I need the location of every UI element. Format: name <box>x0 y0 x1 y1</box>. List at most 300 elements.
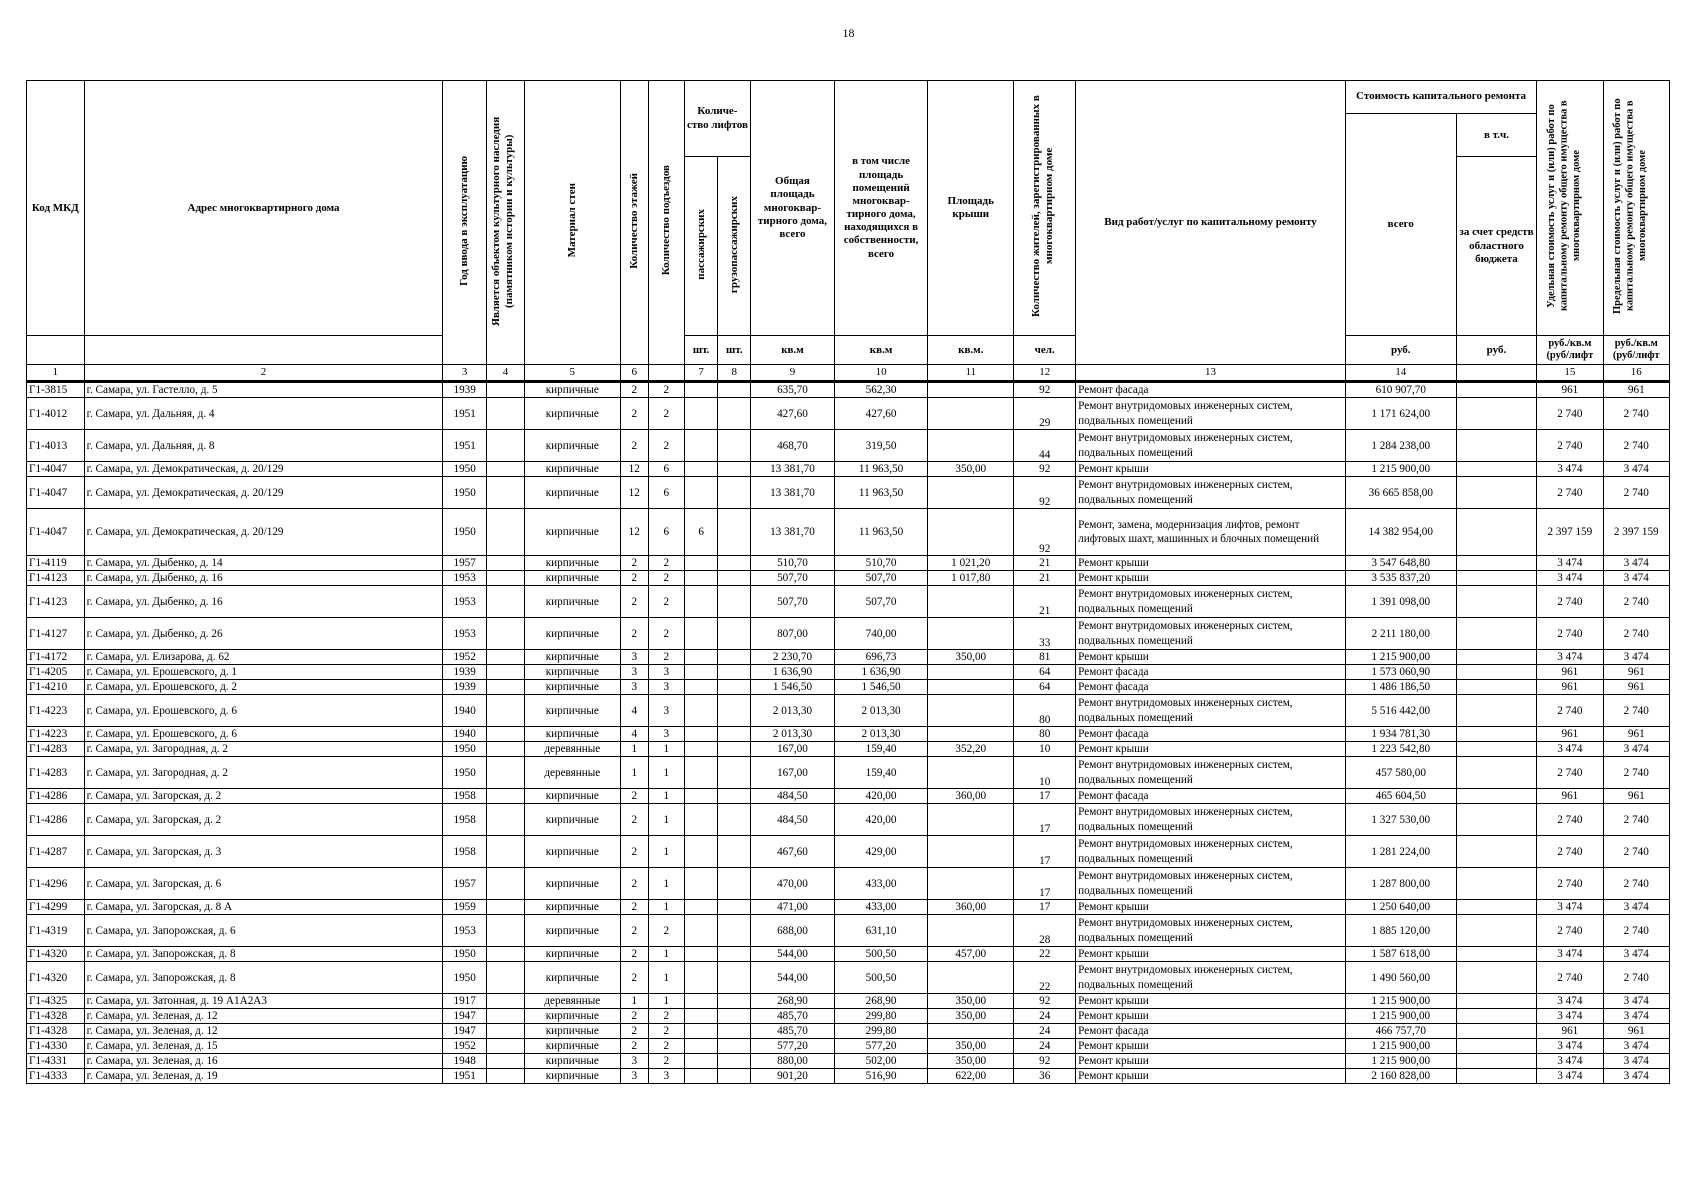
cell-entrances: 1 <box>648 757 684 789</box>
cell-roof <box>928 727 1014 742</box>
cell-year: 1950 <box>443 477 486 509</box>
column-number-cell: 16 <box>1603 365 1669 382</box>
cell-work: Ремонт крыши <box>1076 994 1346 1009</box>
cell-regional <box>1456 900 1536 915</box>
cell-roof <box>928 680 1014 695</box>
cell-regional <box>1456 665 1536 680</box>
cell-roof <box>928 962 1014 994</box>
cell-unit: 2 740 <box>1537 915 1603 947</box>
cell-wall: кирпичные <box>524 947 620 962</box>
cell-total: 577,20 <box>751 1039 835 1054</box>
cell-total: 544,00 <box>751 947 835 962</box>
cell-roof <box>928 586 1014 618</box>
cell-entrances: 1 <box>648 962 684 994</box>
cell-entrances: 2 <box>648 1009 684 1024</box>
cell-max: 2 740 <box>1603 757 1669 789</box>
cell-unit: 3 474 <box>1537 1009 1603 1024</box>
cell-year: 1940 <box>443 695 486 727</box>
cell-cargo <box>718 571 751 586</box>
cell-regional <box>1456 462 1536 477</box>
cell-floors: 12 <box>620 477 648 509</box>
table-row <box>27 509 1670 556</box>
table-row <box>27 915 1670 947</box>
cell-heritage <box>486 1009 524 1024</box>
cell-heritage <box>486 804 524 836</box>
cell-pass: 6 <box>684 509 718 556</box>
cell-unit: 3 474 <box>1537 994 1603 1009</box>
table-row <box>27 462 1670 477</box>
cell-code: Г1-4330 <box>27 1039 85 1054</box>
cell-wall: кирпичные <box>524 586 620 618</box>
header-code: Код МКД <box>27 81 85 336</box>
cell-total: 427,60 <box>751 398 835 430</box>
table-row <box>27 757 1670 789</box>
cell-year: 1953 <box>443 571 486 586</box>
cell-work: Ремонт крыши <box>1076 556 1346 571</box>
cell-owned: 740,00 <box>834 618 928 650</box>
cell-cargo <box>718 477 751 509</box>
cell-entrances: 2 <box>648 556 684 571</box>
cell-regional <box>1456 398 1536 430</box>
cell-cost: 1 287 800,00 <box>1345 868 1456 900</box>
cell-work: Ремонт внутридомовых инженерных систем, подвальных помещений <box>1076 804 1346 836</box>
cell-pass <box>684 947 718 962</box>
cell-floors: 4 <box>620 727 648 742</box>
cell-code: Г1-4127 <box>27 618 85 650</box>
column-number-cell: 9 <box>751 365 835 382</box>
cell-year: 1939 <box>443 382 486 398</box>
table-row <box>27 680 1670 695</box>
cell-work: Ремонт внутридомовых инженерных систем, подвальных помещений <box>1076 868 1346 900</box>
cell-code: Г1-4047 <box>27 462 85 477</box>
cell-max: 3 474 <box>1603 1069 1669 1084</box>
cell-cargo <box>718 665 751 680</box>
cell-wall: деревянные <box>524 757 620 789</box>
cell-roof <box>928 509 1014 556</box>
cell-code: Г1-4205 <box>27 665 85 680</box>
table-row <box>27 789 1670 804</box>
cell-wall: кирпичные <box>524 398 620 430</box>
cell-owned: 507,70 <box>834 586 928 618</box>
cell-heritage <box>486 586 524 618</box>
cell-max: 961 <box>1603 727 1669 742</box>
cell-max: 2 740 <box>1603 477 1669 509</box>
cell-heritage <box>486 742 524 757</box>
cell-address: г. Самара, ул. Загородная, д. 2 <box>84 757 443 789</box>
cell-code: Г1-4283 <box>27 742 85 757</box>
cell-heritage <box>486 680 524 695</box>
cell-wall: кирпичные <box>524 900 620 915</box>
cell-address: г. Самара, ул. Загорская, д. 8 А <box>84 900 443 915</box>
cell-work: Ремонт внутридомовых инженерных систем, подвальных помещений <box>1076 915 1346 947</box>
cell-address: г. Самара, ул. Елизарова, д. 62 <box>84 650 443 665</box>
cell-floors: 2 <box>620 571 648 586</box>
cell-residents: 17 <box>1014 900 1076 915</box>
cell-total: 13 381,70 <box>751 462 835 477</box>
cell-entrances: 1 <box>648 789 684 804</box>
cell-regional <box>1456 618 1536 650</box>
cell-total: 13 381,70 <box>751 477 835 509</box>
column-number-cell: 13 <box>1076 365 1346 382</box>
cell-total: 268,90 <box>751 994 835 1009</box>
cell-year: 1958 <box>443 804 486 836</box>
cell-cargo <box>718 789 751 804</box>
cell-total: 167,00 <box>751 757 835 789</box>
cell-roof <box>928 618 1014 650</box>
cell-residents: 64 <box>1014 680 1076 695</box>
cell-code: Г1-4331 <box>27 1054 85 1069</box>
header-max-cost: Предельная стоимость услуг и (или) работ по капитальному ремонту общего имущества в многоквартирном доме <box>1603 81 1669 336</box>
cell-code: Г1-4320 <box>27 962 85 994</box>
cell-roof <box>928 868 1014 900</box>
cell-unit: 2 740 <box>1537 836 1603 868</box>
cell-year: 1948 <box>443 1054 486 1069</box>
cell-year: 1959 <box>443 900 486 915</box>
cell-owned: 1 546,50 <box>834 680 928 695</box>
cell-owned: 500,50 <box>834 947 928 962</box>
cell-pass <box>684 1069 718 1084</box>
cell-code: Г1-4333 <box>27 1069 85 1084</box>
cell-pass <box>684 1009 718 1024</box>
cell-unit: 3 474 <box>1537 1039 1603 1054</box>
cell-entrances: 3 <box>648 695 684 727</box>
cell-cost: 1 284 238,00 <box>1345 430 1456 462</box>
table-row <box>27 900 1670 915</box>
cell-work: Ремонт крыши <box>1076 650 1346 665</box>
cell-owned: 562,30 <box>834 382 928 398</box>
cell-code: Г1-4047 <box>27 509 85 556</box>
cell-heritage <box>486 571 524 586</box>
cell-year: 1952 <box>443 650 486 665</box>
cell-floors: 2 <box>620 586 648 618</box>
cell-cargo <box>718 509 751 556</box>
cell-total: 470,00 <box>751 868 835 900</box>
cell-residents: 17 <box>1014 868 1076 900</box>
cell-unit: 2 740 <box>1537 618 1603 650</box>
cell-regional <box>1456 727 1536 742</box>
cell-total: 167,00 <box>751 742 835 757</box>
cell-heritage <box>486 382 524 398</box>
cell-cost: 1 215 900,00 <box>1345 650 1456 665</box>
cell-residents: 64 <box>1014 665 1076 680</box>
cell-regional <box>1456 1054 1536 1069</box>
cell-address: г. Самара, ул. Зеленая, д. 12 <box>84 1024 443 1039</box>
capital-repair-table <box>26 80 1670 1084</box>
cell-heritage <box>486 1069 524 1084</box>
column-number-cell: 5 <box>524 365 620 382</box>
cell-code: Г1-4320 <box>27 947 85 962</box>
cell-year: 1953 <box>443 618 486 650</box>
cell-pass <box>684 398 718 430</box>
cell-regional <box>1456 962 1536 994</box>
cell-regional <box>1456 680 1536 695</box>
header-work-type: Вид работ/услуг по капитальному ремонту <box>1076 81 1346 365</box>
cell-wall: кирпичные <box>524 680 620 695</box>
cell-year: 1957 <box>443 868 486 900</box>
cell-roof: 350,00 <box>928 462 1014 477</box>
column-number-row <box>27 365 1670 382</box>
cell-heritage <box>486 556 524 571</box>
unit-max-cost: руб./кв.м (руб/лифт <box>1603 336 1669 365</box>
cell-year: 1951 <box>443 398 486 430</box>
cell-cargo <box>718 1009 751 1024</box>
cell-address: г. Самара, ул. Дыбенко, д. 16 <box>84 571 443 586</box>
table-row <box>27 1039 1670 1054</box>
cell-wall: кирпичные <box>524 1054 620 1069</box>
cell-cargo <box>718 586 751 618</box>
table-row <box>27 868 1670 900</box>
cell-owned: 1 636,90 <box>834 665 928 680</box>
column-number-cell: 12 <box>1014 365 1076 382</box>
cell-regional <box>1456 804 1536 836</box>
cell-work: Ремонт внутридомовых инженерных систем, подвальных помещений <box>1076 757 1346 789</box>
cell-total: 507,70 <box>751 586 835 618</box>
cell-address: г. Самара, ул. Ерошевского, д. 1 <box>84 665 443 680</box>
cell-cargo <box>718 680 751 695</box>
cell-cost: 1 327 530,00 <box>1345 804 1456 836</box>
cell-code: Г1-4223 <box>27 727 85 742</box>
cell-cargo <box>718 868 751 900</box>
cell-roof: 352,20 <box>928 742 1014 757</box>
cell-cost: 1 490 560,00 <box>1345 962 1456 994</box>
cell-unit: 3 474 <box>1537 571 1603 586</box>
cell-entrances: 1 <box>648 900 684 915</box>
unit-lifts-passenger: шт. <box>684 336 718 365</box>
cell-roof: 360,00 <box>928 789 1014 804</box>
unit-owned-area: кв.м <box>834 336 928 365</box>
cell-regional <box>1456 477 1536 509</box>
cell-max: 3 474 <box>1603 1009 1669 1024</box>
cell-residents: 92 <box>1014 382 1076 398</box>
header-total-area: Общая площадь многоквар-тирного дома, всего <box>751 81 835 336</box>
cell-unit: 3 474 <box>1537 900 1603 915</box>
cell-total: 1 546,50 <box>751 680 835 695</box>
table-row <box>27 556 1670 571</box>
cell-owned: 516,90 <box>834 1069 928 1084</box>
cell-owned: 631,10 <box>834 915 928 947</box>
cell-max: 3 474 <box>1603 742 1669 757</box>
column-number-cell: 2 <box>84 365 443 382</box>
cell-regional <box>1456 556 1536 571</box>
cell-max: 2 397 159 <box>1603 509 1669 556</box>
cell-pass <box>684 462 718 477</box>
header-year: Год ввода в эксплуатацию <box>443 81 486 365</box>
cell-code: Г1-4287 <box>27 836 85 868</box>
cell-max: 961 <box>1603 680 1669 695</box>
cell-wall: кирпичные <box>524 650 620 665</box>
cell-heritage <box>486 868 524 900</box>
cell-wall: кирпичные <box>524 571 620 586</box>
cell-cost: 465 604,50 <box>1345 789 1456 804</box>
cell-year: 1953 <box>443 915 486 947</box>
cell-total: 880,00 <box>751 1054 835 1069</box>
table-row <box>27 962 1670 994</box>
cell-roof: 457,00 <box>928 947 1014 962</box>
cell-regional <box>1456 1039 1536 1054</box>
cell-entrances: 3 <box>648 1069 684 1084</box>
cell-unit: 3 474 <box>1537 556 1603 571</box>
cell-unit: 3 474 <box>1537 650 1603 665</box>
cell-regional <box>1456 1009 1536 1024</box>
cell-heritage <box>486 789 524 804</box>
table-row <box>27 1024 1670 1039</box>
cell-floors: 1 <box>620 742 648 757</box>
cell-residents: 92 <box>1014 477 1076 509</box>
cell-roof: 360,00 <box>928 900 1014 915</box>
cell-max: 3 474 <box>1603 1054 1669 1069</box>
cell-cost: 1 223 542,80 <box>1345 742 1456 757</box>
cell-wall: деревянные <box>524 994 620 1009</box>
cell-pass <box>684 868 718 900</box>
cell-wall: кирпичные <box>524 430 620 462</box>
cell-residents: 33 <box>1014 618 1076 650</box>
cell-work: Ремонт крыши <box>1076 900 1346 915</box>
cell-cargo <box>718 1039 751 1054</box>
header-heritage: Является объектом культурного наследия (памятником истории и культуры) <box>486 81 524 365</box>
cell-cargo <box>718 727 751 742</box>
cell-owned: 433,00 <box>834 900 928 915</box>
cell-max: 3 474 <box>1603 947 1669 962</box>
unit-address <box>84 336 443 365</box>
cell-floors: 4 <box>620 695 648 727</box>
cell-owned: 2 013,30 <box>834 727 928 742</box>
cell-cargo <box>718 650 751 665</box>
cell-entrances: 1 <box>648 947 684 962</box>
cell-unit: 961 <box>1537 382 1603 398</box>
cell-year: 1917 <box>443 994 486 1009</box>
cell-owned: 577,20 <box>834 1039 928 1054</box>
cell-code: Г1-4325 <box>27 994 85 1009</box>
cell-floors: 2 <box>620 382 648 398</box>
table-row <box>27 477 1670 509</box>
cell-wall: кирпичные <box>524 618 620 650</box>
cell-pass <box>684 900 718 915</box>
cell-owned: 420,00 <box>834 789 928 804</box>
cell-address: г. Самара, ул. Гастелло, д. 5 <box>84 382 443 398</box>
cell-wall: кирпичные <box>524 915 620 947</box>
cell-max: 961 <box>1603 665 1669 680</box>
cell-cost: 466 757,70 <box>1345 1024 1456 1039</box>
table-row <box>27 994 1670 1009</box>
cell-owned: 299,80 <box>834 1024 928 1039</box>
header-residents: Количество жителей, зарегистрированных в многоквартирном доме <box>1014 81 1076 336</box>
cell-wall: кирпичные <box>524 962 620 994</box>
cell-unit: 2 740 <box>1537 757 1603 789</box>
header-entrances: Количество подъездов <box>648 81 684 365</box>
cell-regional <box>1456 586 1536 618</box>
cell-regional <box>1456 994 1536 1009</box>
cell-entrances: 3 <box>648 680 684 695</box>
cell-cost: 1 391 098,00 <box>1345 586 1456 618</box>
cell-code: Г1-4223 <box>27 695 85 727</box>
cell-year: 1957 <box>443 556 486 571</box>
cell-year: 1950 <box>443 757 486 789</box>
cell-total: 510,70 <box>751 556 835 571</box>
cell-max: 961 <box>1603 382 1669 398</box>
cell-cargo <box>718 836 751 868</box>
cell-roof: 350,00 <box>928 1054 1014 1069</box>
cell-pass <box>684 1039 718 1054</box>
cell-unit: 961 <box>1537 789 1603 804</box>
cell-residents: 24 <box>1014 1039 1076 1054</box>
cell-year: 1947 <box>443 1009 486 1024</box>
cell-floors: 3 <box>620 650 648 665</box>
cell-roof <box>928 836 1014 868</box>
table-row <box>27 618 1670 650</box>
cell-cost: 1 171 624,00 <box>1345 398 1456 430</box>
cell-total: 2 230,70 <box>751 650 835 665</box>
cell-residents: 10 <box>1014 742 1076 757</box>
cell-code: Г1-4047 <box>27 477 85 509</box>
column-number-cell: 4 <box>486 365 524 382</box>
cell-wall: кирпичные <box>524 509 620 556</box>
cell-cost: 14 382 954,00 <box>1345 509 1456 556</box>
cell-roof <box>928 665 1014 680</box>
cell-code: Г1-4328 <box>27 1009 85 1024</box>
cell-wall: кирпичные <box>524 665 620 680</box>
cell-residents: 17 <box>1014 804 1076 836</box>
cell-cost: 1 587 618,00 <box>1345 947 1456 962</box>
cell-total: 468,70 <box>751 430 835 462</box>
cell-heritage <box>486 962 524 994</box>
table-row <box>27 1069 1670 1084</box>
cell-heritage <box>486 836 524 868</box>
cell-max: 2 740 <box>1603 586 1669 618</box>
unit-unit-cost: руб./кв.м (руб/лифт <box>1537 336 1603 365</box>
unit-cost-total: руб. <box>1345 336 1456 365</box>
cell-heritage <box>486 900 524 915</box>
cell-floors: 2 <box>620 398 648 430</box>
cell-address: г. Самара, ул. Демократическая, д. 20/129 <box>84 477 443 509</box>
cell-year: 1939 <box>443 680 486 695</box>
cell-pass <box>684 556 718 571</box>
cell-total: 13 381,70 <box>751 509 835 556</box>
cell-residents: 92 <box>1014 509 1076 556</box>
table-row <box>27 836 1670 868</box>
header-lifts: Количе-ство лифтов <box>684 81 750 157</box>
cell-heritage <box>486 915 524 947</box>
table-row <box>27 804 1670 836</box>
cell-floors: 1 <box>620 757 648 789</box>
cell-address: г. Самара, ул. Загорская, д. 2 <box>84 789 443 804</box>
cell-wall: кирпичные <box>524 727 620 742</box>
cell-year: 1950 <box>443 462 486 477</box>
cell-pass <box>684 994 718 1009</box>
cell-wall: кирпичные <box>524 789 620 804</box>
cell-owned: 433,00 <box>834 868 928 900</box>
cell-cost: 1 486 186,50 <box>1345 680 1456 695</box>
cell-address: г. Самара, ул. Загорская, д. 6 <box>84 868 443 900</box>
table-row <box>27 665 1670 680</box>
cell-cost: 1 215 900,00 <box>1345 1009 1456 1024</box>
cell-heritage <box>486 757 524 789</box>
cell-floors: 2 <box>620 618 648 650</box>
cell-floors: 2 <box>620 556 648 571</box>
table-row <box>27 727 1670 742</box>
cell-code: Г1-3815 <box>27 382 85 398</box>
cell-cargo <box>718 742 751 757</box>
cell-cost: 36 665 858,00 <box>1345 477 1456 509</box>
cell-roof <box>928 430 1014 462</box>
cell-unit: 2 740 <box>1537 477 1603 509</box>
cell-cargo <box>718 962 751 994</box>
cell-cargo <box>718 900 751 915</box>
cell-max: 3 474 <box>1603 994 1669 1009</box>
cell-address: г. Самара, ул. Загородная, д. 2 <box>84 742 443 757</box>
cell-heritage <box>486 650 524 665</box>
header-floors: Количество этажей <box>620 81 648 365</box>
cell-residents: 22 <box>1014 947 1076 962</box>
